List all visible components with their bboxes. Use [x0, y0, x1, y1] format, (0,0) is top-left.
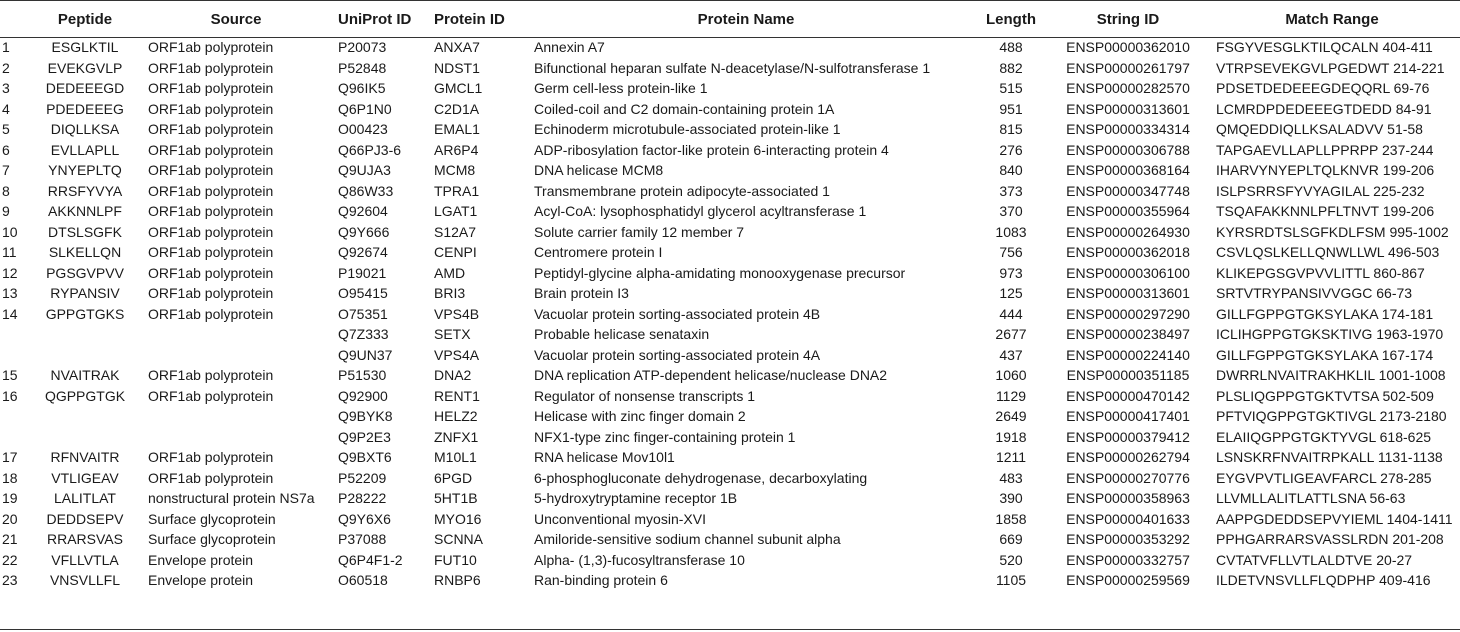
cell-match-range: LCMRDPDEDEEEGTDEDD 84-91 — [1216, 100, 1432, 117]
cell-source: ORF1ab polyprotein — [148, 162, 274, 178]
cell-peptide: RYPANSIV — [50, 285, 120, 301]
cell-protein-id: AMD — [434, 264, 466, 281]
table-row — [0, 529, 1460, 550]
cell-peptide: AKKNNLPF — [48, 203, 122, 219]
cell-protein-name: Ran-binding protein 6 — [534, 572, 668, 588]
table-row — [0, 78, 1460, 99]
cell-uniprot-id: O75351 — [338, 305, 388, 322]
cell-match-range: GILLFGPPGTGKSYLAKA 167-174 — [1216, 346, 1434, 363]
cell-string-id: ENSP00000351185 — [1066, 367, 1190, 383]
cell-source: nonstructural protein NS7a — [148, 490, 315, 506]
cell-peptide: EVEKGVLP — [47, 59, 123, 76]
table-row — [0, 468, 1460, 489]
cell-peptide: EVLLAPLL — [50, 141, 120, 158]
header-match-range: Match Range — [1285, 10, 1379, 28]
cell-match-range: GILLFGPPGTGKSYLAKA 174-181 — [1216, 305, 1434, 322]
cell-length: 882 — [999, 59, 1023, 76]
cell-string-id: ENSP00000334314 — [1066, 121, 1190, 137]
cell-protein-id: M10L1 — [434, 449, 477, 465]
cell-protein-id: TPRA1 — [434, 182, 480, 199]
cell-source: ORF1ab polyprotein — [148, 203, 274, 219]
cell-index: 1 — [2, 39, 10, 55]
cell-protein-name: Centromere protein I — [534, 244, 663, 260]
cell-length: 1211 — [995, 449, 1027, 465]
cell-peptide — [30, 406, 140, 427]
cell-protein-name: DNA helicase MCM8 — [534, 162, 664, 178]
cell-protein-id: C2D1A — [434, 100, 480, 117]
cell-uniprot-id: Q9P2E3 — [338, 428, 391, 445]
cell-uniprot-id: Q9BXT6 — [338, 449, 392, 465]
cell-index: 13 — [2, 285, 18, 301]
cell-index: 12 — [2, 264, 18, 281]
cell-peptide: SLKELLQN — [48, 244, 122, 260]
header-uniprot-id: UniProt ID — [338, 10, 412, 28]
cell-peptide — [30, 427, 140, 448]
cell-length: 444 — [999, 305, 1023, 322]
cell-length: 515 — [999, 80, 1023, 96]
cell-source — [140, 345, 332, 366]
table-row — [0, 119, 1460, 140]
table-row — [0, 263, 1460, 284]
cell-source: ORF1ab polyprotein — [148, 264, 274, 281]
cell-string-id: ENSP00000368164 — [1066, 162, 1190, 178]
cell-source: ORF1ab polyprotein — [148, 121, 274, 137]
cell-match-range: TAPGAEVLLAPLLPPRPP 237-244 — [1216, 141, 1434, 158]
cell-protein-name: Vacuolar protein sorting-associated protein 4A — [534, 346, 821, 363]
table-row — [0, 406, 1460, 427]
cell-match-range: FSGYVESGLKTILQCALN 404-411 — [1216, 39, 1433, 55]
cell-length: 1105 — [995, 572, 1027, 588]
header-protein-name: Protein Name — [697, 10, 795, 28]
cell-source: ORF1ab polyprotein — [148, 141, 274, 158]
cell-uniprot-id: Q86W33 — [338, 182, 394, 199]
cell-match-range: DWRRLNVAITRAKHKLIL 1001-1008 — [1216, 367, 1446, 383]
cell-peptide: DIQLLKSA — [50, 121, 120, 137]
cell-source — [140, 324, 332, 345]
cell-string-id: ENSP00000259569 — [1066, 572, 1190, 588]
cell-index — [0, 427, 30, 448]
cell-protein-name: Transmembrane protein adipocyte-associated 1 — [534, 182, 830, 199]
cell-index: 19 — [2, 490, 18, 506]
cell-protein-id: S12A7 — [434, 223, 477, 240]
cell-index: 14 — [2, 305, 18, 322]
table-row — [0, 304, 1460, 325]
cell-index: 8 — [2, 182, 10, 199]
cell-index: 21 — [2, 531, 18, 547]
table-row — [0, 160, 1460, 181]
cell-protein-id: SETX — [434, 326, 471, 342]
cell-uniprot-id: Q9Y666 — [338, 223, 390, 240]
cell-length: 276 — [999, 141, 1023, 158]
peptide-match-table — [0, 1, 1460, 591]
table-row — [0, 447, 1460, 468]
cell-index: 20 — [2, 510, 18, 527]
cell-length: 951 — [999, 100, 1023, 117]
cell-source: ORF1ab polyprotein — [148, 39, 274, 55]
cell-protein-name: Vacuolar protein sorting-associated protein 4B — [534, 305, 821, 322]
cell-protein-id: ZNFX1 — [434, 428, 479, 445]
cell-string-id: ENSP00000362018 — [1066, 244, 1190, 260]
cell-string-id: ENSP00000224140 — [1066, 346, 1190, 363]
cell-protein-name: Probable helicase senataxin — [534, 326, 710, 342]
header-source: Source — [210, 10, 262, 28]
cell-length: 370 — [999, 203, 1023, 219]
cell-index: 3 — [2, 80, 10, 96]
cell-index: 6 — [2, 141, 10, 158]
cell-string-id: ENSP00000313601 — [1066, 100, 1190, 117]
cell-protein-id: AR6P4 — [434, 141, 479, 158]
cell-protein-name: Amiloride-sensitive sodium channel subunit alpha — [534, 531, 841, 547]
cell-index: 4 — [2, 100, 10, 117]
cell-peptide: DTSLSGFK — [48, 223, 122, 240]
cell-peptide — [30, 324, 140, 345]
table-row — [0, 283, 1460, 304]
cell-length: 1858 — [995, 510, 1027, 527]
cell-source: ORF1ab polyprotein — [148, 100, 274, 117]
cell-protein-id: RNBP6 — [434, 572, 481, 588]
cell-source: Envelope protein — [148, 551, 254, 568]
cell-protein-name: Regulator of nonsense transcripts 1 — [534, 387, 756, 404]
cell-match-range: LSNSKRFNVAITRPKALL 1131-1138 — [1216, 449, 1443, 465]
cell-string-id: ENSP00000270776 — [1066, 469, 1190, 486]
cell-peptide: QGPPGTGK — [44, 387, 126, 404]
cell-index: 9 — [2, 203, 10, 219]
cell-protein-id: SCNNA — [434, 531, 484, 547]
cell-index: 18 — [2, 469, 18, 486]
table-row — [0, 58, 1460, 79]
table-row — [0, 99, 1460, 120]
cell-index — [0, 345, 30, 366]
cell-string-id: ENSP00000353292 — [1066, 531, 1190, 547]
cell-protein-id: VPS4B — [434, 305, 480, 322]
cell-peptide: PGSGVPVV — [46, 264, 124, 281]
cell-string-id: ENSP00000306100 — [1066, 264, 1190, 281]
cell-length: 488 — [999, 39, 1023, 55]
cell-match-range: PPHGARRARSVASSLRDN 201-208 — [1216, 531, 1444, 547]
cell-peptide: VTLIGEAV — [51, 469, 119, 486]
cell-uniprot-id: O60518 — [338, 572, 388, 588]
cell-string-id: ENSP00000282570 — [1066, 80, 1190, 96]
cell-source: Surface glycoprotein — [148, 510, 276, 527]
cell-length: 1083 — [995, 223, 1027, 240]
cell-protein-name: Unconventional myosin-XVI — [534, 510, 706, 527]
cell-protein-name: 6-phosphogluconate dehydrogenase, decarboxylating — [534, 469, 868, 486]
cell-peptide: NVAITRAK — [50, 367, 120, 383]
cell-source — [140, 406, 332, 427]
cell-uniprot-id: Q9UN37 — [338, 346, 393, 363]
cell-index — [0, 324, 30, 345]
cell-peptide — [30, 345, 140, 366]
cell-length: 1918 — [995, 428, 1027, 445]
cell-string-id: ENSP00000306788 — [1066, 141, 1190, 158]
cell-index: 10 — [2, 223, 18, 240]
header-string-id: String ID — [1096, 10, 1160, 28]
cell-match-range: PLSLIQGPPGTGKTVTSA 502-509 — [1216, 387, 1434, 404]
cell-protein-name: Acyl-CoA: lysophosphatidyl glycerol acyltransferase 1 — [534, 203, 867, 219]
cell-protein-name: Helicase with zinc finger domain 2 — [534, 408, 746, 424]
cell-length: 669 — [999, 531, 1023, 547]
cell-string-id: ENSP00000401633 — [1066, 510, 1190, 527]
cell-string-id: ENSP00000362010 — [1066, 39, 1190, 55]
cell-uniprot-id: P20073 — [338, 39, 387, 55]
header-peptide: Peptide — [57, 10, 113, 28]
cell-uniprot-id: P19021 — [338, 264, 387, 281]
cell-uniprot-id: Q96IK5 — [338, 80, 386, 96]
table-row — [0, 550, 1460, 571]
cell-uniprot-id: O00423 — [338, 121, 388, 137]
cell-peptide: ESGLKTIL — [51, 39, 119, 55]
cell-index: 7 — [2, 162, 10, 178]
cell-match-range: CVTATVFLLVTLALDTVE 20-27 — [1216, 551, 1413, 568]
cell-uniprot-id: Q9Y6X6 — [338, 510, 391, 527]
cell-protein-name: Peptidyl-glycine alpha-amidating monooxygenase precursor — [534, 264, 906, 281]
cell-source: ORF1ab polyprotein — [148, 449, 274, 465]
cell-source: ORF1ab polyprotein — [148, 182, 274, 199]
cell-length: 2649 — [995, 408, 1027, 424]
cell-protein-id: CENPI — [434, 244, 477, 260]
cell-match-range: LLVMLLALITLATTLSNA 56-63 — [1216, 490, 1406, 506]
cell-match-range: ISLPSRRSFYVYAGILAL 225-232 — [1216, 182, 1425, 199]
cell-length: 520 — [999, 551, 1023, 568]
cell-source: ORF1ab polyprotein — [148, 305, 274, 322]
cell-length: 437 — [999, 346, 1023, 363]
header-length: Length — [986, 10, 1036, 28]
cell-protein-name: Echinoderm microtubule-associated protein-like 1 — [534, 121, 841, 137]
cell-match-range: AAPPGDEDDSEPVYIEML 1404-1411 — [1216, 510, 1453, 527]
table-row — [0, 345, 1460, 366]
cell-index: 15 — [2, 367, 18, 383]
cell-string-id: ENSP00000264930 — [1066, 223, 1190, 240]
cell-protein-name: NFX1-type zinc finger-containing protein 1 — [534, 428, 796, 445]
cell-string-id: ENSP00000347748 — [1066, 182, 1190, 199]
cell-match-range: PFTVIQGPPGTGKTIVGL 2173-2180 — [1216, 408, 1447, 424]
cell-string-id: ENSP00000379412 — [1066, 428, 1190, 445]
cell-match-range: CSVLQSLKELLQNWLLWL 496-503 — [1216, 244, 1440, 260]
cell-match-range: ICLIHGPPGTGKSKTIVG 1963-1970 — [1216, 326, 1444, 342]
cell-string-id: ENSP00000262794 — [1066, 449, 1190, 465]
cell-protein-name: Solute carrier family 12 member 7 — [534, 223, 745, 240]
cell-protein-id: NDST1 — [434, 59, 480, 76]
cell-source: ORF1ab polyprotein — [148, 223, 274, 240]
cell-uniprot-id: P37088 — [338, 531, 387, 547]
cell-length: 2677 — [995, 326, 1027, 342]
cell-protein-name: Annexin A7 — [534, 39, 605, 55]
cell-uniprot-id: P28222 — [338, 490, 387, 506]
table-row — [0, 37, 1460, 58]
cell-source: ORF1ab polyprotein — [148, 59, 274, 76]
cell-string-id: ENSP00000261797 — [1066, 59, 1190, 76]
cell-peptide: GPPGTGKS — [45, 305, 125, 322]
table-row — [0, 488, 1460, 509]
cell-protein-id: RENT1 — [434, 387, 480, 404]
cell-source: Envelope protein — [148, 572, 254, 588]
cell-protein-name: Germ cell-less protein-like 1 — [534, 80, 708, 96]
cell-peptide: VFLLVTLA — [51, 551, 119, 568]
cell-protein-id: FUT10 — [434, 551, 477, 568]
table-row — [0, 201, 1460, 222]
table-header — [0, 1, 1460, 37]
table-row — [0, 242, 1460, 263]
cell-protein-id: VPS4A — [434, 346, 480, 363]
table-row — [0, 181, 1460, 202]
cell-match-range: IHARVYNYEPLTQLKNVR 199-206 — [1216, 162, 1435, 178]
cell-string-id: ENSP00000355964 — [1066, 203, 1190, 219]
cell-protein-id: BRI3 — [434, 285, 466, 301]
cell-length: 125 — [999, 285, 1023, 301]
cell-peptide: RRSFYVYA — [47, 182, 123, 199]
cell-length: 373 — [999, 182, 1023, 199]
table-row — [0, 140, 1460, 161]
cell-uniprot-id: Q92900 — [338, 387, 388, 404]
cell-protein-name: Brain protein I3 — [534, 285, 629, 301]
cell-protein-id: MCM8 — [434, 162, 476, 178]
cell-match-range: QMQEDDIQLLKSALADVV 51-58 — [1216, 121, 1423, 137]
cell-length: 756 — [999, 244, 1023, 260]
table-row — [0, 365, 1460, 386]
cell-string-id: ENSP00000332757 — [1066, 551, 1190, 568]
cell-match-range: KLIKEPGSGVPVVLITTL 860-867 — [1216, 264, 1425, 281]
cell-string-id: ENSP00000470142 — [1066, 387, 1190, 404]
table-row — [0, 570, 1460, 591]
table-row — [0, 222, 1460, 243]
cell-protein-name: Bifunctional heparan sulfate N-deacetylase/N-sulfotransferase 1 — [534, 59, 931, 76]
cell-uniprot-id: P52848 — [338, 59, 387, 76]
cell-match-range: VTRPSEVEKGVLPGEDWT 214-221 — [1216, 59, 1445, 76]
cell-match-range: ILDETVNSVLLFLQDPHP 409-416 — [1216, 572, 1431, 588]
cell-source: Surface glycoprotein — [148, 531, 276, 547]
cell-uniprot-id: Q9BYK8 — [338, 408, 393, 424]
cell-protein-id: HELZ2 — [434, 408, 478, 424]
table-body — [0, 37, 1460, 591]
cell-length: 840 — [999, 162, 1023, 178]
cell-source: ORF1ab polyprotein — [148, 387, 274, 404]
cell-string-id: ENSP00000297290 — [1066, 305, 1190, 322]
cell-protein-id: EMAL1 — [434, 121, 480, 137]
cell-index: 16 — [2, 387, 18, 404]
cell-protein-id: DNA2 — [434, 367, 472, 383]
cell-string-id: ENSP00000417401 — [1066, 408, 1190, 424]
cell-protein-name: ADP-ribosylation factor-like protein 6-interacting protein 4 — [534, 141, 889, 158]
table-row — [0, 324, 1460, 345]
cell-length: 973 — [999, 264, 1023, 281]
cell-peptide: YNYEPLTQ — [48, 162, 122, 178]
cell-uniprot-id: Q9UJA3 — [338, 162, 391, 178]
cell-index: 11 — [2, 244, 17, 260]
cell-match-range: SRTVTRYPANSIVVGGC 66-73 — [1216, 285, 1413, 301]
table-bottom-rule — [0, 629, 1460, 630]
cell-index: 23 — [2, 572, 18, 588]
cell-string-id: ENSP00000238497 — [1066, 326, 1190, 342]
cell-protein-name: DNA replication ATP-dependent helicase/nuclease DNA2 — [534, 367, 888, 383]
cell-index: 5 — [2, 121, 10, 137]
cell-peptide: DEDEEEGD — [45, 80, 125, 96]
cell-protein-name: RNA helicase Mov10l1 — [534, 449, 675, 465]
cell-peptide: VNSVLLFL — [49, 572, 121, 588]
cell-match-range: EYGVPVTLIGEAVFARCL 278-285 — [1216, 469, 1432, 486]
cell-match-range: KYRSRDTSLSGFKDLFSM 995-1002 — [1216, 223, 1449, 240]
cell-uniprot-id: Q7Z333 — [338, 326, 389, 342]
cell-peptide: RRARSVAS — [47, 531, 123, 547]
cell-length: 1060 — [995, 367, 1027, 383]
header-row — [0, 1, 1460, 37]
cell-protein-id: LGAT1 — [434, 203, 478, 219]
cell-length: 483 — [999, 469, 1023, 486]
cell-string-id: ENSP00000358963 — [1066, 490, 1190, 506]
cell-match-range: ELAIIQGPPGTGKTYVGL 618-625 — [1216, 428, 1432, 445]
cell-protein-id: 5HT1B — [434, 490, 478, 506]
cell-index: 2 — [2, 59, 10, 76]
cell-length: 390 — [999, 490, 1023, 506]
cell-source: ORF1ab polyprotein — [148, 367, 274, 383]
cell-protein-id: MYO16 — [434, 510, 482, 527]
cell-peptide: LALITLAT — [54, 490, 116, 506]
cell-index: 22 — [2, 551, 18, 568]
table-row — [0, 509, 1460, 530]
cell-uniprot-id: P51530 — [338, 367, 387, 383]
cell-length: 1129 — [995, 387, 1027, 404]
cell-protein-name: Coiled-coil and C2 domain-containing protein 1A — [534, 100, 835, 117]
cell-index — [0, 406, 30, 427]
table-row — [0, 386, 1460, 407]
header-index — [0, 1, 30, 37]
cell-peptide: PDEDEEEG — [46, 100, 124, 117]
cell-protein-name: 5-hydroxytryptamine receptor 1B — [534, 490, 738, 506]
cell-source: ORF1ab polyprotein — [148, 469, 274, 486]
cell-source — [140, 427, 332, 448]
cell-protein-id: GMCL1 — [434, 80, 483, 96]
cell-index: 17 — [2, 449, 18, 465]
cell-uniprot-id: Q66PJ3-6 — [338, 141, 402, 158]
cell-peptide: RFNVAITR — [50, 449, 120, 465]
cell-source: ORF1ab polyprotein — [148, 285, 274, 301]
cell-source: ORF1ab polyprotein — [148, 80, 274, 96]
cell-uniprot-id: Q6P4F1-2 — [338, 551, 403, 568]
table-row — [0, 427, 1460, 448]
cell-protein-name: Alpha- (1,3)-fucosyltransferase 10 — [534, 551, 745, 568]
cell-peptide: DEDDSEPV — [46, 510, 124, 527]
cell-uniprot-id: Q92674 — [338, 244, 388, 260]
header-protein-id: Protein ID — [434, 10, 505, 28]
cell-uniprot-id: Q92604 — [338, 203, 388, 219]
cell-match-range: PDSETDEDEEEGDEQQRL 69-76 — [1216, 80, 1430, 96]
cell-uniprot-id: P52209 — [338, 469, 387, 486]
cell-protein-id: ANXA7 — [434, 39, 480, 55]
cell-match-range: TSQAFAKKNNLPFLTNVT 199-206 — [1216, 203, 1435, 219]
cell-uniprot-id: O95415 — [338, 285, 388, 301]
cell-length: 815 — [999, 121, 1023, 137]
cell-string-id: ENSP00000313601 — [1066, 285, 1190, 301]
cell-protein-id: 6PGD — [434, 469, 473, 486]
cell-source: ORF1ab polyprotein — [148, 244, 274, 260]
cell-uniprot-id: Q6P1N0 — [338, 100, 392, 117]
